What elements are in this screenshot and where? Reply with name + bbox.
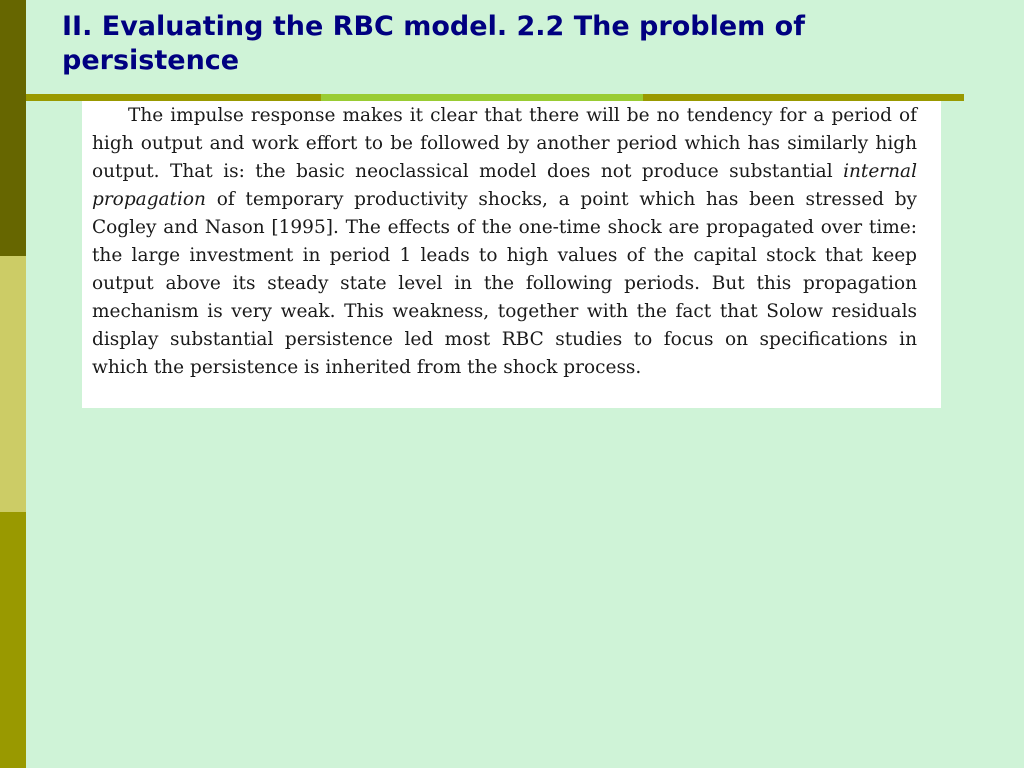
slide-title: II. Evaluating the RBC model. 2.2 The problem of persistence [62, 11, 805, 76]
excerpt-text-before: The impulse response makes it clear that there will be no tendency for a period of high output and work effort to be followed by another period which has similarly high output. That is: the basic neoclassical model does not produce substantial [92, 105, 917, 182]
left-accent-bar [0, 0, 26, 768]
left-bar-olive-segment [0, 512, 26, 768]
excerpt-emphasis: internal propagation [92, 161, 917, 210]
excerpt-text-after: of temporary productivity shocks, a point which has been stressed by Cogley and Nason [1995]. The effects of the one-time shock are propagated over time: the large investment in period 1 leads to high values of the capital stock that keep output above its steady state level in the following periods. But this propagation mechanism is very weak. This weakness, together with the fact that Solow residuals display substantial persistence led most RBC studies to focus on specifications in which the persistence is inherited from the shock process. [92, 189, 917, 378]
excerpt-image-panel [82, 101, 941, 408]
excerpt-paragraph [92, 101, 917, 382]
title-rule-left [26, 94, 321, 101]
title-rule-right [643, 94, 964, 101]
title-rule-middle [321, 94, 643, 101]
left-bar-light-segment [0, 256, 26, 512]
left-bar-dark-segment [0, 0, 26, 256]
